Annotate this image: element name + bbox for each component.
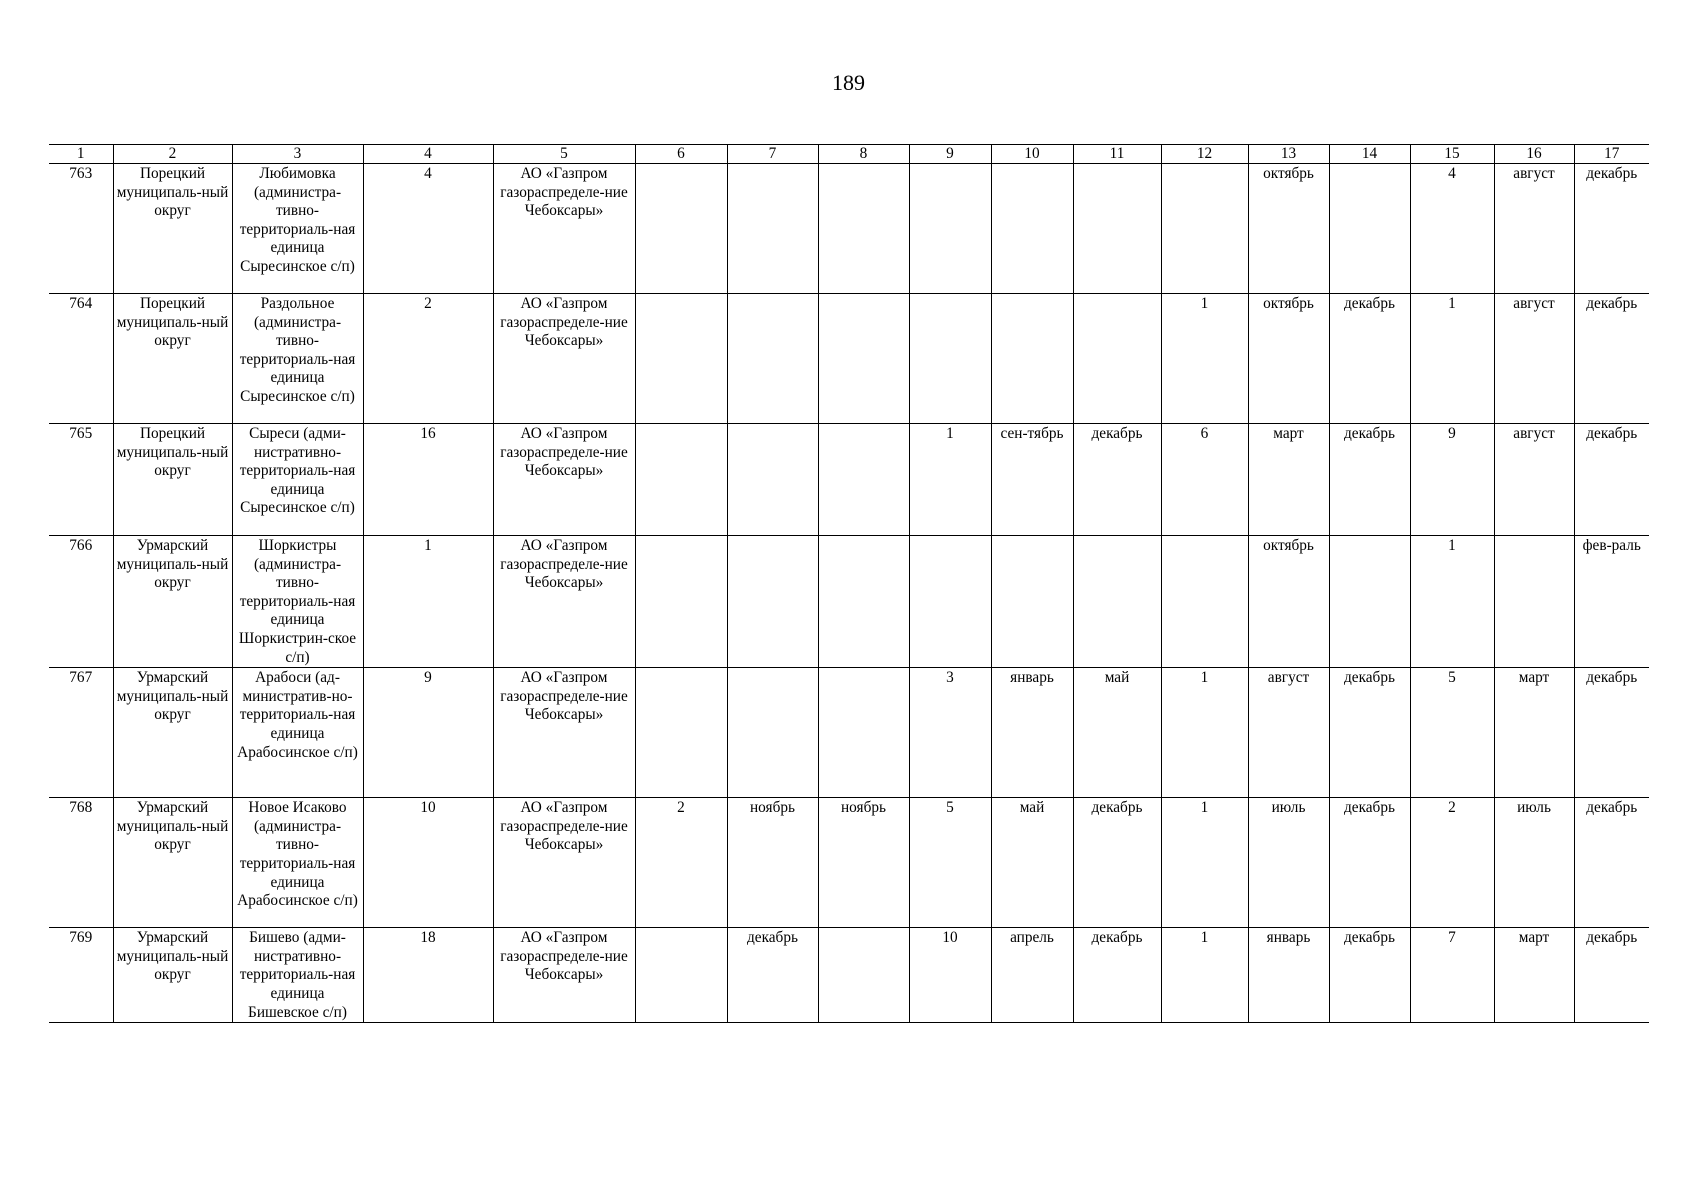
cell-col15: 1 bbox=[1410, 294, 1494, 424]
cell-col12: 1 bbox=[1161, 798, 1248, 928]
table-header-row bbox=[49, 145, 1649, 164]
header-cell: 13 bbox=[1248, 145, 1329, 164]
header-cell: 12 bbox=[1161, 145, 1248, 164]
cell-col10: апрель bbox=[991, 928, 1073, 1023]
cell-col11 bbox=[1073, 536, 1161, 668]
cell-number: 768 bbox=[49, 798, 113, 928]
cell-organization: АО «Газпром газораспределе-ние Чебоксары» bbox=[493, 928, 635, 1023]
cell-district: Урмарский муниципаль-ный округ bbox=[113, 798, 232, 928]
header-cell: 3 bbox=[232, 145, 363, 164]
cell-col7: декабрь bbox=[727, 928, 818, 1023]
cell-col13: январь bbox=[1248, 928, 1329, 1023]
cell-col9: 10 bbox=[909, 928, 991, 1023]
cell-col17: декабрь bbox=[1574, 798, 1649, 928]
cell-col16 bbox=[1494, 536, 1574, 668]
cell-col9: 1 bbox=[909, 424, 991, 536]
cell-district: Урмарский муниципаль-ный округ bbox=[113, 668, 232, 798]
cell-col10: май bbox=[991, 798, 1073, 928]
cell-col15: 1 bbox=[1410, 536, 1494, 668]
cell-col8 bbox=[818, 424, 909, 536]
cell-col12 bbox=[1161, 536, 1248, 668]
cell-col17: декабрь bbox=[1574, 294, 1649, 424]
cell-district: Урмарский муниципаль-ный округ bbox=[113, 536, 232, 668]
cell-col11: декабрь bbox=[1073, 798, 1161, 928]
cell-settlement: Сыреси (адми-нистративно-территориаль-ная единица Сыресинское с/п) bbox=[232, 424, 363, 536]
cell-col10: сен-тябрь bbox=[991, 424, 1073, 536]
cell-col12: 1 bbox=[1161, 294, 1248, 424]
cell-col7 bbox=[727, 668, 818, 798]
cell-col6 bbox=[635, 424, 727, 536]
cell-district: Порецкий муниципаль-ный округ bbox=[113, 424, 232, 536]
cell-number: 766 bbox=[49, 536, 113, 668]
cell-number: 769 bbox=[49, 928, 113, 1023]
table-row bbox=[49, 928, 1649, 1023]
cell-col12: 6 bbox=[1161, 424, 1248, 536]
cell-col16: март bbox=[1494, 928, 1574, 1023]
cell-col4: 9 bbox=[363, 668, 493, 798]
header-cell: 2 bbox=[113, 145, 232, 164]
cell-col4: 4 bbox=[363, 164, 493, 294]
cell-col6 bbox=[635, 668, 727, 798]
cell-col12: 1 bbox=[1161, 668, 1248, 798]
header-cell: 11 bbox=[1073, 145, 1161, 164]
cell-col6 bbox=[635, 164, 727, 294]
cell-col7 bbox=[727, 536, 818, 668]
cell-col17: декабрь bbox=[1574, 424, 1649, 536]
table-row bbox=[49, 798, 1649, 928]
cell-col9 bbox=[909, 164, 991, 294]
table-row bbox=[49, 164, 1649, 294]
cell-col10: январь bbox=[991, 668, 1073, 798]
cell-col11 bbox=[1073, 294, 1161, 424]
table-row bbox=[49, 294, 1649, 424]
cell-settlement: Шоркистры (администра-тивно-территориаль-ная единица Шоркистрин-ское с/п) bbox=[232, 536, 363, 668]
cell-col15: 4 bbox=[1410, 164, 1494, 294]
cell-col15: 7 bbox=[1410, 928, 1494, 1023]
cell-col14 bbox=[1329, 536, 1410, 668]
cell-col15: 2 bbox=[1410, 798, 1494, 928]
cell-district: Порецкий муниципаль-ный округ bbox=[113, 294, 232, 424]
cell-number: 767 bbox=[49, 668, 113, 798]
header-cell: 8 bbox=[818, 145, 909, 164]
cell-col14 bbox=[1329, 164, 1410, 294]
cell-col13: октябрь bbox=[1248, 294, 1329, 424]
cell-col17: декабрь bbox=[1574, 668, 1649, 798]
header-cell: 1 bbox=[49, 145, 113, 164]
cell-col16: июль bbox=[1494, 798, 1574, 928]
cell-col14: декабрь bbox=[1329, 928, 1410, 1023]
cell-col4: 2 bbox=[363, 294, 493, 424]
cell-col6 bbox=[635, 536, 727, 668]
cell-col11 bbox=[1073, 164, 1161, 294]
cell-district: Порецкий муниципаль-ный округ bbox=[113, 164, 232, 294]
cell-col14: декабрь bbox=[1329, 668, 1410, 798]
cell-number: 765 bbox=[49, 424, 113, 536]
cell-col11: май bbox=[1073, 668, 1161, 798]
cell-col8 bbox=[818, 928, 909, 1023]
cell-col14: декабрь bbox=[1329, 798, 1410, 928]
cell-col6 bbox=[635, 294, 727, 424]
cell-col14: декабрь bbox=[1329, 294, 1410, 424]
cell-col13: август bbox=[1248, 668, 1329, 798]
cell-col15: 9 bbox=[1410, 424, 1494, 536]
cell-organization: АО «Газпром газораспределе-ние Чебоксары» bbox=[493, 668, 635, 798]
cell-number: 763 bbox=[49, 164, 113, 294]
cell-col16: март bbox=[1494, 668, 1574, 798]
cell-col8 bbox=[818, 668, 909, 798]
cell-col13: март bbox=[1248, 424, 1329, 536]
header-cell: 6 bbox=[635, 145, 727, 164]
cell-col17: декабрь bbox=[1574, 928, 1649, 1023]
cell-col10 bbox=[991, 294, 1073, 424]
cell-col4: 10 bbox=[363, 798, 493, 928]
cell-organization: АО «Газпром газораспределе-ние Чебоксары» bbox=[493, 798, 635, 928]
page-number: 189 bbox=[832, 70, 865, 95]
cell-col10 bbox=[991, 164, 1073, 294]
cell-col8: ноябрь bbox=[818, 798, 909, 928]
cell-col11: декабрь bbox=[1073, 928, 1161, 1023]
cell-col13: октябрь bbox=[1248, 536, 1329, 668]
header-cell: 4 bbox=[363, 145, 493, 164]
table-row bbox=[49, 668, 1649, 798]
cell-organization: АО «Газпром газораспределе-ние Чебоксары» bbox=[493, 424, 635, 536]
cell-col6: 2 bbox=[635, 798, 727, 928]
cell-col7 bbox=[727, 164, 818, 294]
cell-settlement: Раздольное (администра-тивно-территориаль-ная единица Сыресинское с/п) bbox=[232, 294, 363, 424]
cell-col16: август bbox=[1494, 294, 1574, 424]
cell-col12: 1 bbox=[1161, 928, 1248, 1023]
cell-col10 bbox=[991, 536, 1073, 668]
table-row bbox=[49, 536, 1649, 668]
cell-col8 bbox=[818, 164, 909, 294]
header-cell: 14 bbox=[1329, 145, 1410, 164]
cell-col11: декабрь bbox=[1073, 424, 1161, 536]
cell-col8 bbox=[818, 294, 909, 424]
cell-col17: декабрь bbox=[1574, 164, 1649, 294]
header-cell: 10 bbox=[991, 145, 1073, 164]
cell-organization: АО «Газпром газораспределе-ние Чебоксары» bbox=[493, 164, 635, 294]
cell-col7 bbox=[727, 424, 818, 536]
cell-col17: фев-раль bbox=[1574, 536, 1649, 668]
cell-organization: АО «Газпром газораспределе-ние Чебоксары» bbox=[493, 536, 635, 668]
cell-col16: август bbox=[1494, 164, 1574, 294]
cell-col7: ноябрь bbox=[727, 798, 818, 928]
cell-district: Урмарский муниципаль-ный округ bbox=[113, 928, 232, 1023]
cell-number: 764 bbox=[49, 294, 113, 424]
cell-col8 bbox=[818, 536, 909, 668]
cell-col13: июль bbox=[1248, 798, 1329, 928]
cell-settlement: Любимовка (администра-тивно-территориаль-ная единица Сыресинское с/п) bbox=[232, 164, 363, 294]
cell-col7 bbox=[727, 294, 818, 424]
header-cell: 17 bbox=[1574, 145, 1649, 164]
cell-settlement: Бишево (адми-нистративно-территориаль-ная единица Бишевское с/п) bbox=[232, 928, 363, 1023]
header-cell: 9 bbox=[909, 145, 991, 164]
cell-settlement: Новое Исаково (администра-тивно-территориаль-ная единица Арабосинское с/п) bbox=[232, 798, 363, 928]
cell-col16: август bbox=[1494, 424, 1574, 536]
cell-col15: 5 bbox=[1410, 668, 1494, 798]
cell-col9: 5 bbox=[909, 798, 991, 928]
table-row bbox=[49, 424, 1649, 536]
cell-col6 bbox=[635, 928, 727, 1023]
cell-col13: октябрь bbox=[1248, 164, 1329, 294]
data-table bbox=[49, 144, 1649, 1023]
cell-col9 bbox=[909, 536, 991, 668]
header-cell: 5 bbox=[493, 145, 635, 164]
cell-col4: 18 bbox=[363, 928, 493, 1023]
cell-organization: АО «Газпром газораспределе-ние Чебоксары» bbox=[493, 294, 635, 424]
header-cell: 16 bbox=[1494, 145, 1574, 164]
cell-col12 bbox=[1161, 164, 1248, 294]
header-cell: 15 bbox=[1410, 145, 1494, 164]
cell-col4: 1 bbox=[363, 536, 493, 668]
header-cell: 7 bbox=[727, 145, 818, 164]
cell-col9: 3 bbox=[909, 668, 991, 798]
cell-settlement: Арабоси (ад-министратив-но-территориаль-ная единица Арабосинское с/п) bbox=[232, 668, 363, 798]
cell-col4: 16 bbox=[363, 424, 493, 536]
cell-col9 bbox=[909, 294, 991, 424]
cell-col14: декабрь bbox=[1329, 424, 1410, 536]
